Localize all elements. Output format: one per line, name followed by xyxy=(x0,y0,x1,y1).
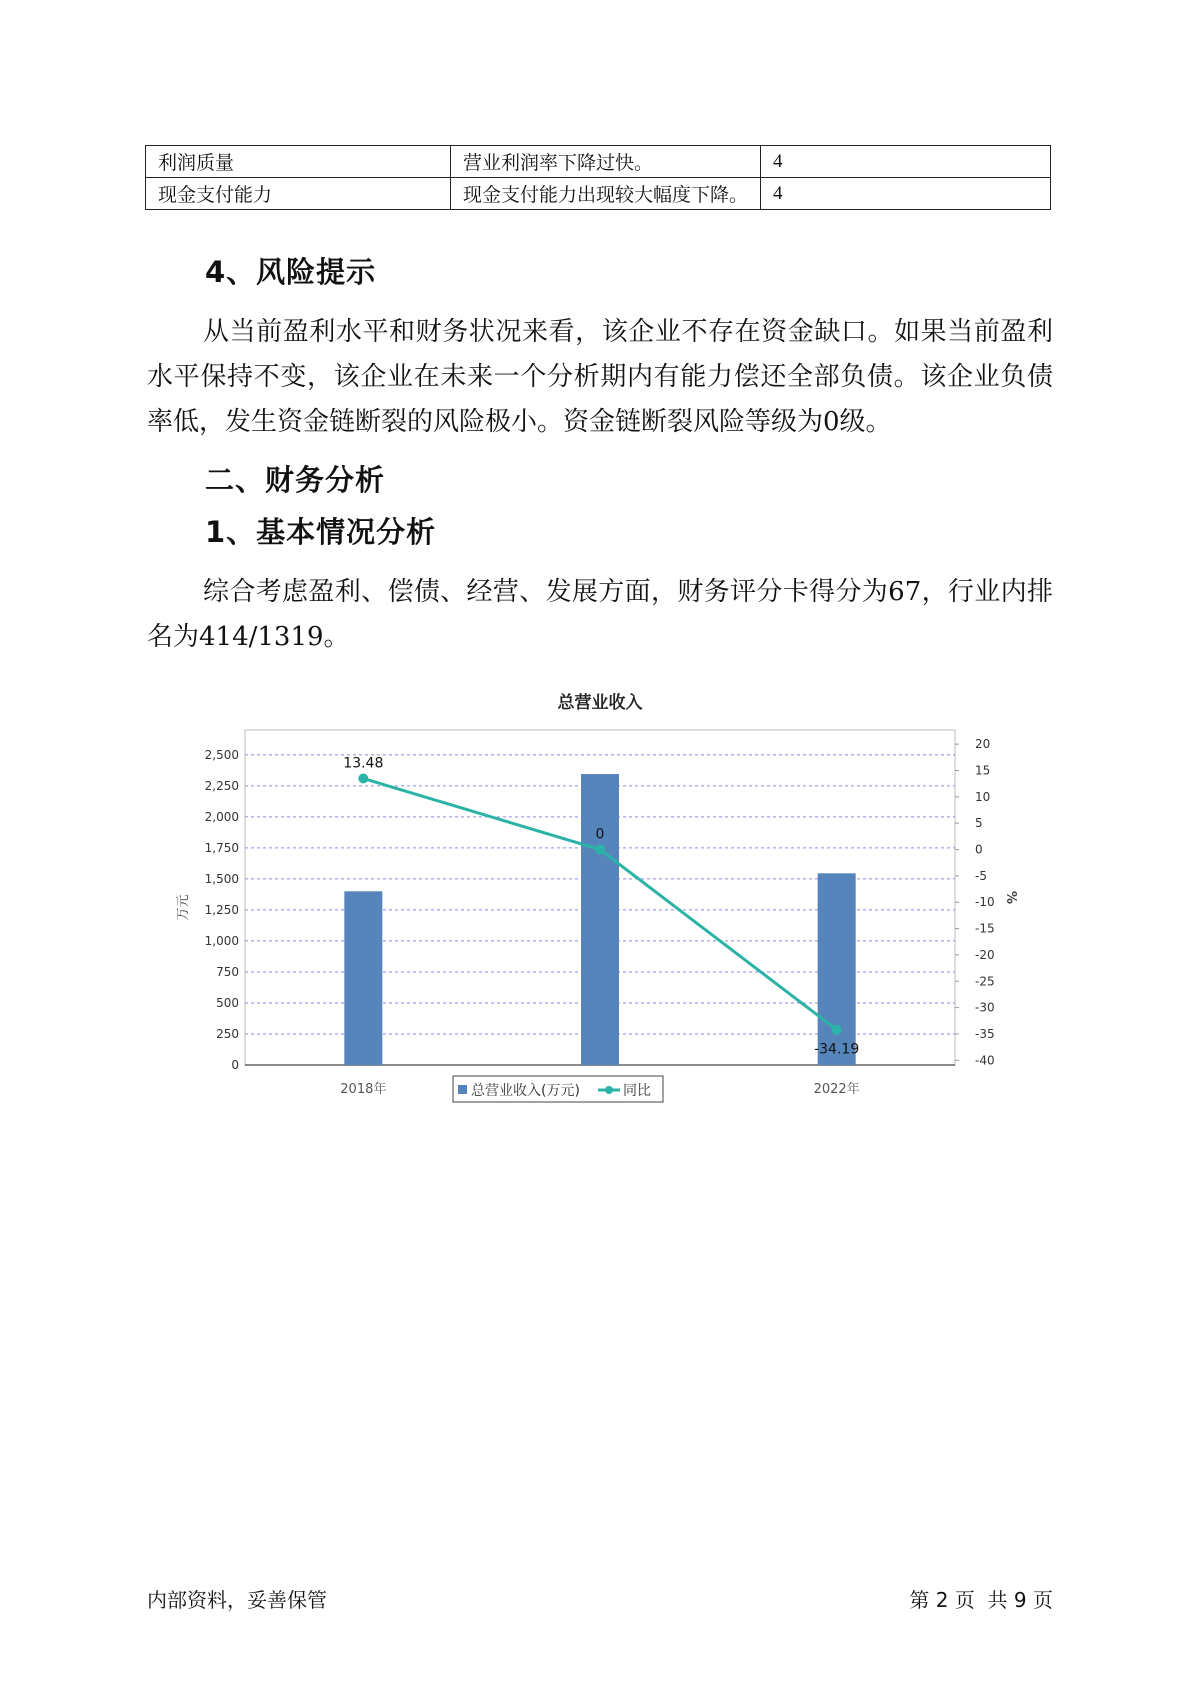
finance-heading: 二、财务分析 xyxy=(205,463,386,497)
basic-paragraph: 综合考虑盈利、偿债、经营、发展方面，财务评分卡得分为67，行业内排名为414/1319。 xyxy=(147,577,1053,652)
y2-tick-label: -35 xyxy=(975,1026,995,1041)
y-tick-label: 1,000 xyxy=(204,933,239,948)
y-tick-label: 2,500 xyxy=(204,747,239,762)
y-tick-label: 2,250 xyxy=(204,778,239,793)
y-tick-label: 1,250 xyxy=(204,902,239,917)
y-tick-label: 500 xyxy=(216,995,239,1010)
y2-tick-label: 20 xyxy=(975,737,991,752)
yoy-point xyxy=(358,773,368,783)
y2-tick-label: 10 xyxy=(975,789,991,804)
y-tick-label: 250 xyxy=(216,1026,239,1041)
y-tick-label: 2,000 xyxy=(204,809,239,824)
page-number: 第 2 页 共 9 页 xyxy=(909,1588,1053,1612)
revenue-bar xyxy=(581,774,619,1065)
y-axis-label: 万元 xyxy=(176,894,191,921)
risk-heading: 4、风险提示 xyxy=(205,255,377,289)
y2-tick-label: -10 xyxy=(975,895,995,910)
chart-title: 总营业收入 xyxy=(557,693,643,713)
y2-tick-label: 15 xyxy=(975,763,991,778)
yoy-data-label: 13.48 xyxy=(343,755,384,772)
y-tick-label: 0 xyxy=(231,1058,239,1072)
table-cell: 4 xyxy=(761,178,1051,210)
legend-bar-label: 总营业收入(万元) xyxy=(471,1083,580,1099)
x-tick-label: 2018年 xyxy=(340,1082,387,1097)
y2-tick-label: 0 xyxy=(975,842,983,857)
yoy-data-label: 0 xyxy=(595,826,605,843)
y-tick-label: 1,750 xyxy=(204,840,239,855)
y2-tick-label: -40 xyxy=(975,1053,995,1068)
risk-paragraph: 从当前盈利水平和财务状况来看，该企业不存在资金缺口。如果当前盈利水平保持不变，该企业在未来一个分析期内有能力偿还全部负债。该企业负债率低，发生资金链断裂的风险极小。资金链断裂风险等级为0级。 xyxy=(147,317,1053,437)
revenue-chart xyxy=(170,680,1030,1140)
table-row xyxy=(146,178,1051,210)
y-tick-label: 1,500 xyxy=(204,871,239,886)
table-cell: 现金支付能力出现较大幅度下降。 xyxy=(451,178,761,210)
y2-tick-label: -30 xyxy=(975,1000,995,1015)
yoy-point xyxy=(595,845,605,855)
basic-heading: 1、基本情况分析 xyxy=(205,515,437,549)
table-row xyxy=(146,146,1051,178)
y2-tick-label: -15 xyxy=(975,921,995,936)
yoy-point xyxy=(832,1025,842,1035)
y-tick-label: 750 xyxy=(216,964,239,979)
y2-axis-label: % xyxy=(1003,890,1018,905)
table-cell: 4 xyxy=(761,146,1051,178)
revenue-bar xyxy=(344,891,382,1065)
legend-line-marker xyxy=(605,1086,613,1094)
legend-bar-swatch xyxy=(458,1085,467,1094)
y2-tick-label: 5 xyxy=(975,816,983,831)
yoy-data-label: -34.19 xyxy=(814,1041,860,1058)
risk-table xyxy=(145,145,1051,210)
table-cell: 现金支付能力 xyxy=(146,178,451,210)
y2-tick-label: -25 xyxy=(975,974,995,989)
y2-tick-label: -5 xyxy=(975,868,987,883)
legend-line-label: 同比 xyxy=(623,1083,651,1099)
table-cell: 利润质量 xyxy=(146,146,451,178)
table-cell: 营业利润率下降过快。 xyxy=(451,146,761,178)
y2-tick-label: -20 xyxy=(975,947,995,962)
revenue-bar xyxy=(818,873,856,1065)
x-tick-label: 2022年 xyxy=(813,1082,860,1097)
footer-left: 内部资料，妥善保管 xyxy=(147,1588,327,1612)
